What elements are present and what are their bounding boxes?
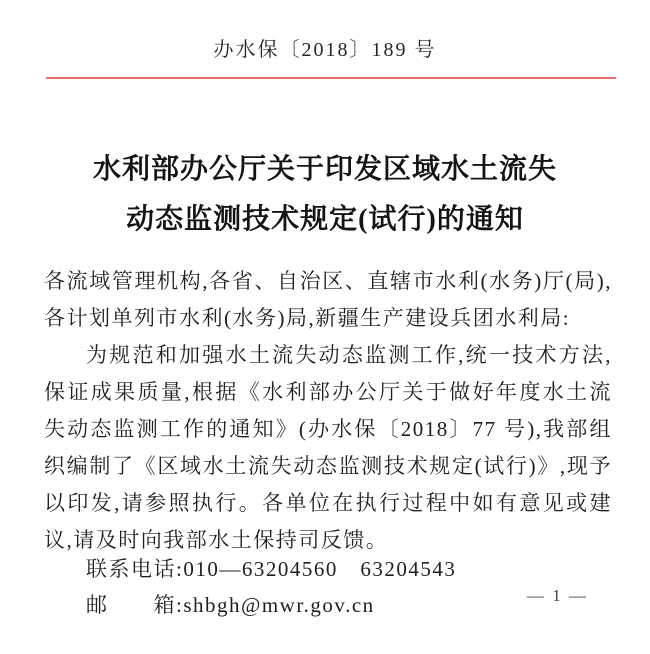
document-title: [0, 145, 650, 245]
main-paragraph: 为规范和加强水土流失动态监测工作,统一技术方法,保证成果质量,根据《水利部办公厅关于做好年度水土流失动态监测工作的通知》(办水保〔2018〕77 号),我部组织编制了《区域水土流失动态监测技术规定(试行)》,现予以印发,请参照执行。各单位在执行过程中如有意见或建议,请及时向我部水土保持司反馈。: [44, 343, 612, 552]
recipients-paragraph: 各流域管理机构,各省、自治区、直辖市水利(水务)厅(局),各计划单列市水利(水务)局,新疆生产建设兵团水利局:: [44, 269, 612, 330]
title-line-2: 动态监测技术规定(试行)的通知: [126, 204, 524, 235]
red-divider-line: [46, 77, 616, 79]
title-line-1: 水利部办公厅关于印发区域水土流失: [92, 154, 557, 185]
contact-phone-line: 联系电话:010—63204560 63204543: [86, 557, 457, 581]
contact-email-line: 邮 箱:shbgh@mwr.gov.cn: [86, 593, 375, 617]
document-body: [44, 263, 612, 623]
page-number: — 1 —: [527, 586, 588, 605]
document-number: 办水保〔2018〕189 号: [213, 39, 437, 61]
